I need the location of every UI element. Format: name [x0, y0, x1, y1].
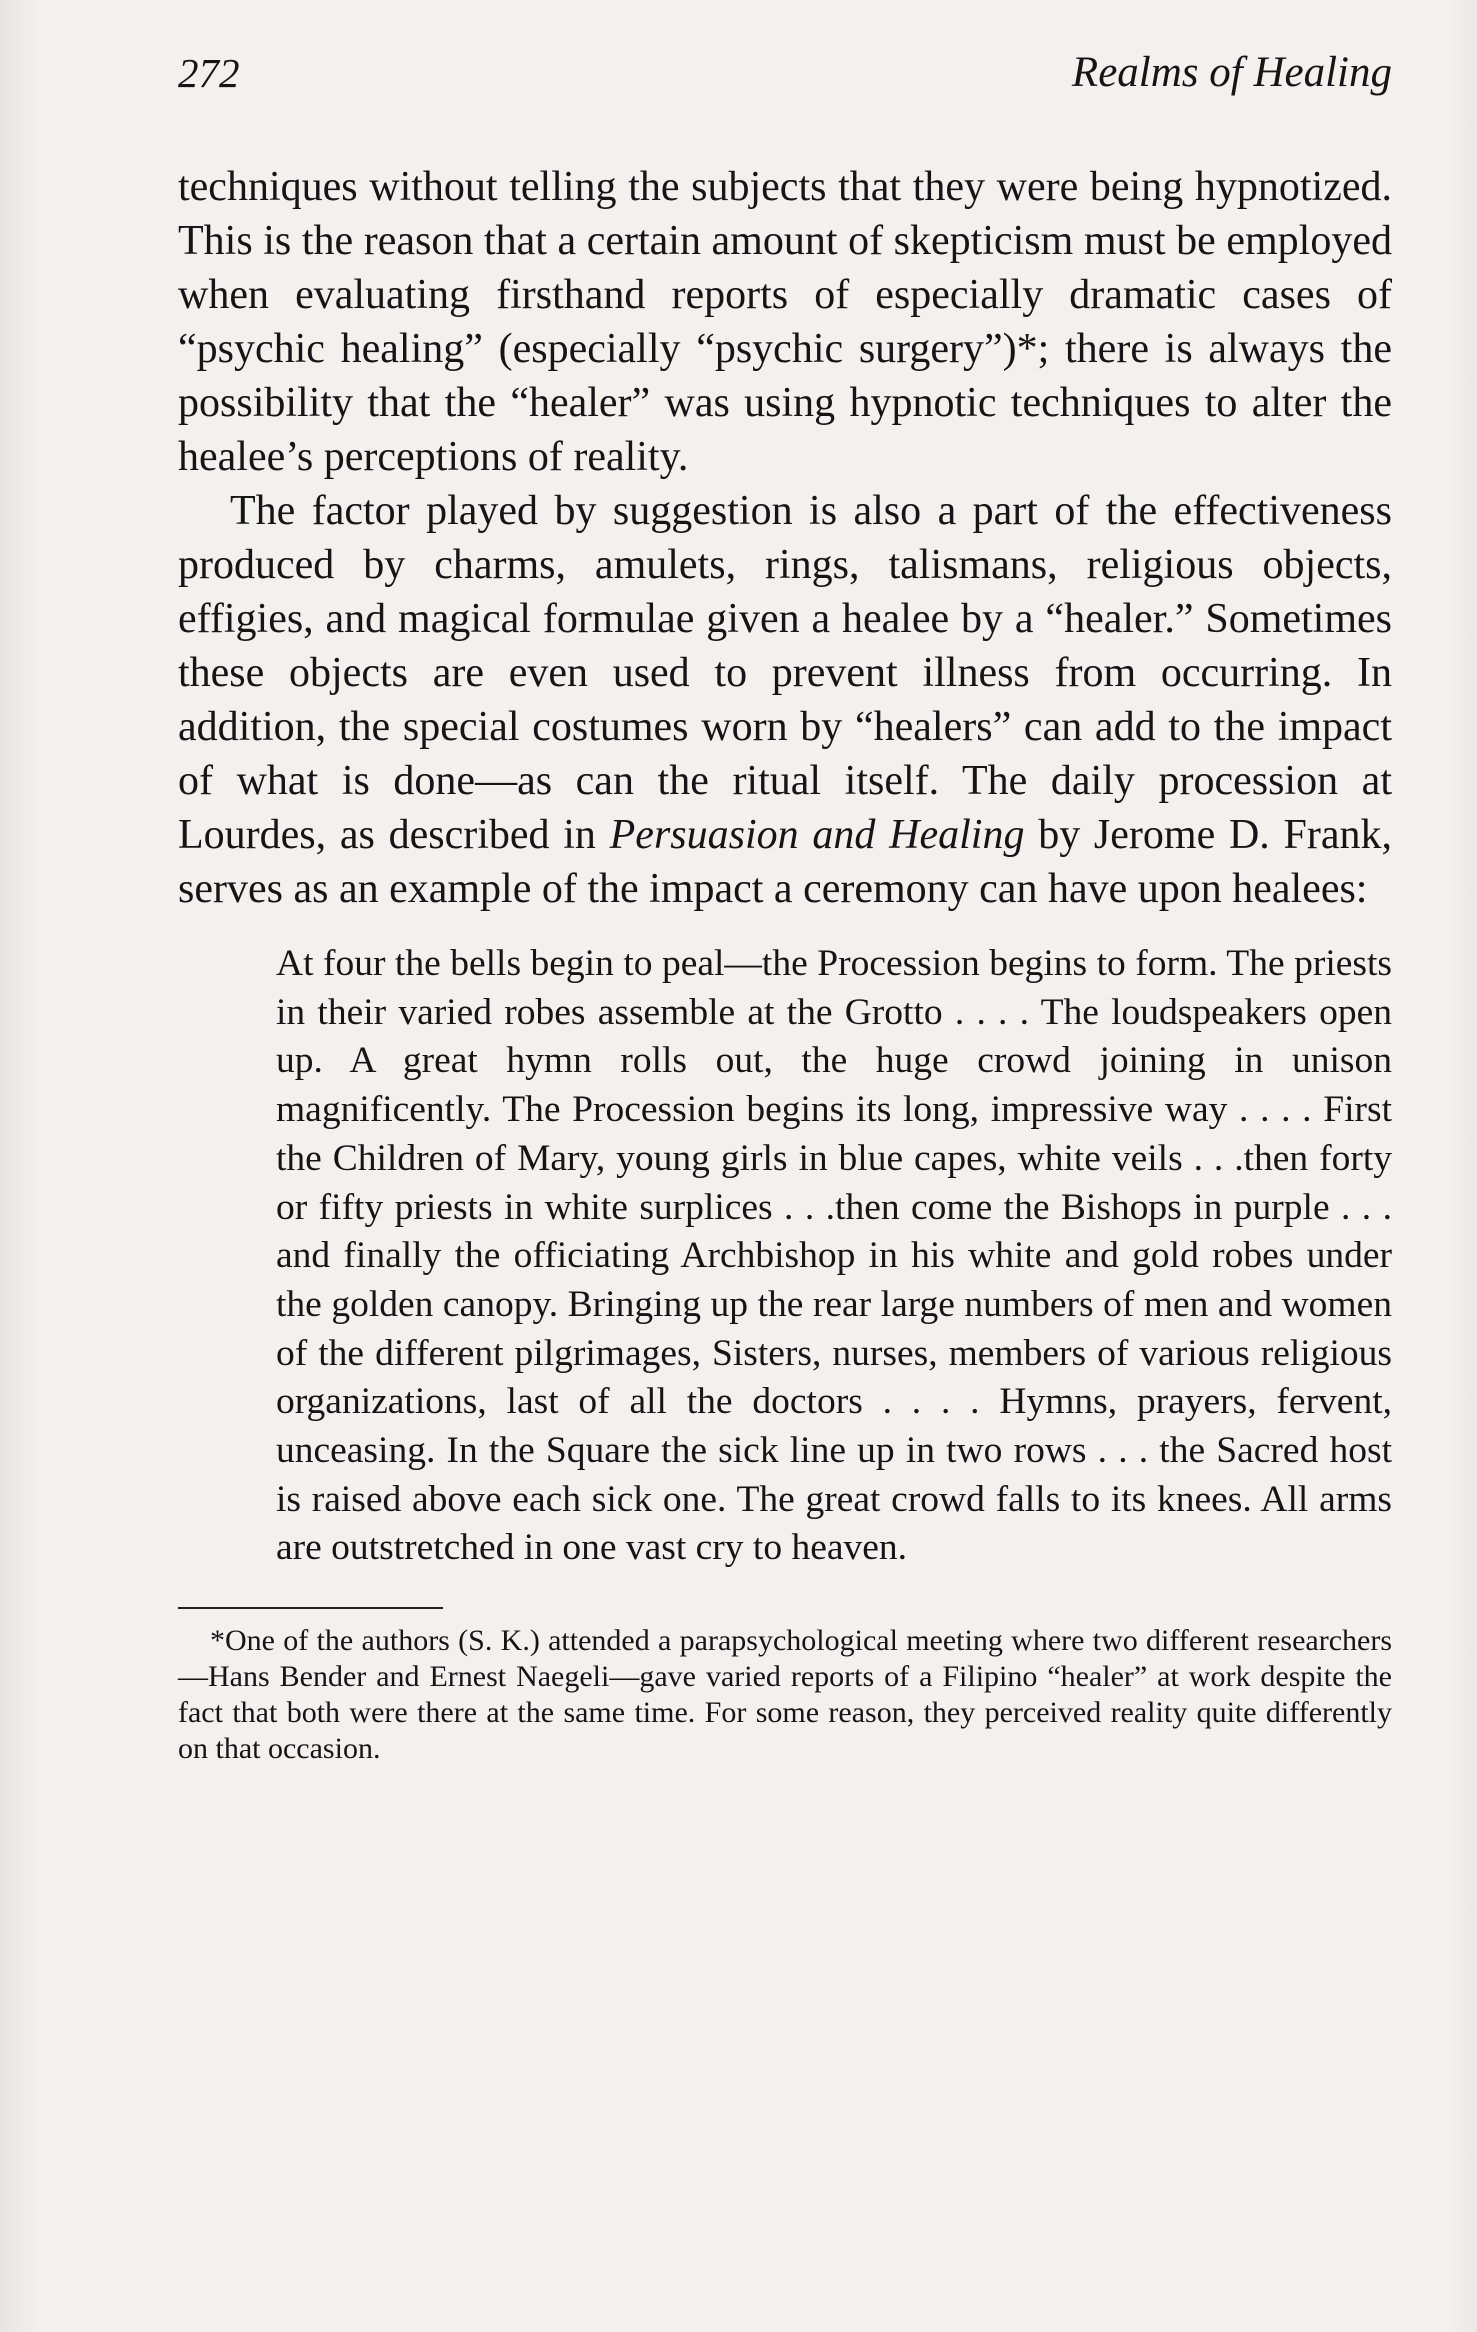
paragraph-1: techniques without telling the subjects that they were being hypnotized. This is the reason that a certain amount of skepticism must be employed when evaluating firsthand reports of especially dramatic cases of “psychic healing” (especially “psychic surgery”)*; there is always the possibility that the “healer” was using hypnotic techniques to alter the healee’s perceptions of reality. [178, 164, 1392, 480]
running-title: Realms of Healing [1071, 49, 1392, 96]
paragraph-2-text-end: by Jerome D. Frank, serves as an example of the impact a ceremony can have upon healees: [178, 812, 1392, 912]
page-number: 272 [178, 50, 240, 96]
running-head [178, 38, 1392, 108]
book-title: Persuasion and Healing [609, 812, 1025, 858]
paragraph-2-text-start: The factor played by suggestion is also a part of the effectiveness produced by charms, amulets, rings, talismans, religious objects, effigies, and magical formulae given a healee by a “healer.” Sometimes these objects are even used to prevent illness from occurring. In addition, the special costumes worn by “healers” can add to the impact of what is done—as can the ritual itself. The daily procession at Lourdes, as described in [178, 488, 1392, 858]
footnote: *One of the authors (S. K.) attended a parapsychological meeting where two different researchers—Hans Bender and Ernest Naegeli—gave varied reports of a Filipino “healer” at work despite the fact that both were there at the same time. For some reason, they perceived reality quite differently on that occasion. [178, 1624, 1392, 1766]
footnote-divider [178, 1607, 443, 1609]
body-text [178, 160, 1392, 1767]
paragraph-2 [178, 484, 1392, 916]
block-quote: At four the bells begin to peal—the Procession begins to form. The priests in their varied robes assemble at the Grotto . . . . The loudspeakers open up. A great hymn rolls out, the huge crowd joining in unison magnificently. The Procession begins its long, impressive way . . . . First the Children of Mary, young girls in blue capes, white veils . . .then forty or fifty priests in white surplices . . .then come the Bishops in purple . . . and finally the officiating Archbishop in his white and gold robes under the golden canopy. Bringing up the rear large numbers of men and women of the different pilgrimages, Sisters, nurses, members of various religious organizations, last of all the doctors . . . . Hymns, prayers, fervent, unceasing. In the Square the sick line up in two rows . . . the Sacred host is raised above each sick one. The great crowd falls to its knees. All arms are outstretched in one vast cry to heaven. [276, 943, 1392, 1569]
